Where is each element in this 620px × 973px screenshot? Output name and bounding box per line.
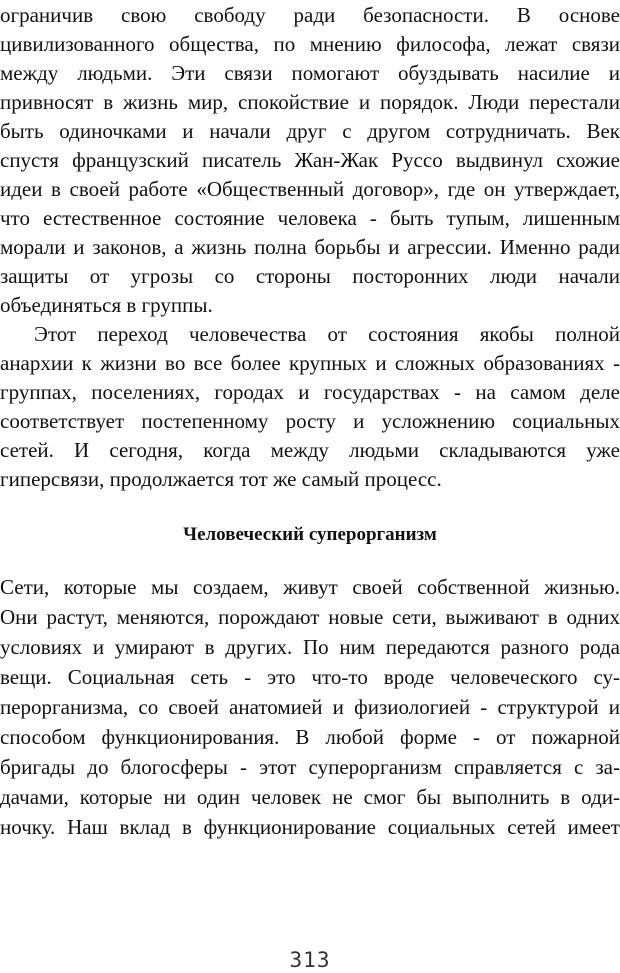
text-line: спустя французский писатель Жан-Жак Руссо выдвинул схожие: [0, 148, 620, 172]
text-line: вещи. Социальная сеть - это что-то вроде человеческого су-: [0, 665, 620, 689]
text-line: способом функционирования. В любой форме - от пожарной: [0, 725, 620, 749]
text-line: анархии к жизни во все более крупных и сложных образованиях -: [0, 351, 620, 375]
text-line: группах, поселениях, городах и государствах - на самом деле: [0, 380, 620, 404]
text-line: соответствует постепенному росту и усложнению социальных: [0, 409, 620, 433]
section-heading: Человеческий суперорганизм: [183, 524, 437, 545]
text-line: ночку. Наш вклад в функционирование социальных сетей имеет: [0, 815, 620, 839]
text-line: дачами, которые ни один человек не смог бы выполнить в оди-: [0, 785, 620, 809]
text-line: Этот переход человечества от состояния якобы полной: [34, 322, 620, 346]
text-line: идеи в своей работе «Общественный договор», где он утверждает,: [0, 177, 620, 201]
text-line: гиперсвязи, продолжается тот же самый процесс.: [0, 467, 442, 491]
text-line: объединяться в группы.: [0, 293, 213, 317]
text-line: что естественное состояние человека - быть тупым, лишенным: [0, 206, 620, 230]
text-line: Они растут, меняются, порождают новые сети, выживают в одних: [0, 605, 620, 629]
text-line: между людьми. Эти связи помогают обуздывать насилие и: [0, 61, 620, 85]
text-line: привносят в жизнь мир, спокойствие и порядок. Люди перестали: [0, 90, 620, 114]
page-number: 313: [289, 948, 331, 972]
text-line: морали и законов, а жизнь полна борьбы и агрессии. Именно ради: [0, 235, 620, 259]
text-line: сетей. И сегодня, когда между людьми складываются уже: [0, 438, 620, 462]
text-line: защиты от угрозы со стороны посторонних люди начали: [0, 264, 620, 288]
text-line: перорганизма, со своей анатомией и физиологией - структурой и: [0, 695, 620, 719]
text-line: ограничив свою свободу ради безопасности. В основе: [0, 3, 620, 27]
text-line: быть одиночками и начали друг с другом сотрудничать. Век: [0, 119, 620, 143]
text-line: условиях и умирают в других. По ним передаются разного рода: [0, 635, 620, 659]
text-line: Сети, которые мы создаем, живут своей собственной жизнью.: [0, 575, 620, 599]
text-line: бригады до блогосферы - этот суперорганизм справляется с за-: [0, 755, 620, 779]
text-line: цивилизованного общества, по мнению философа, лежат связи: [0, 32, 620, 56]
